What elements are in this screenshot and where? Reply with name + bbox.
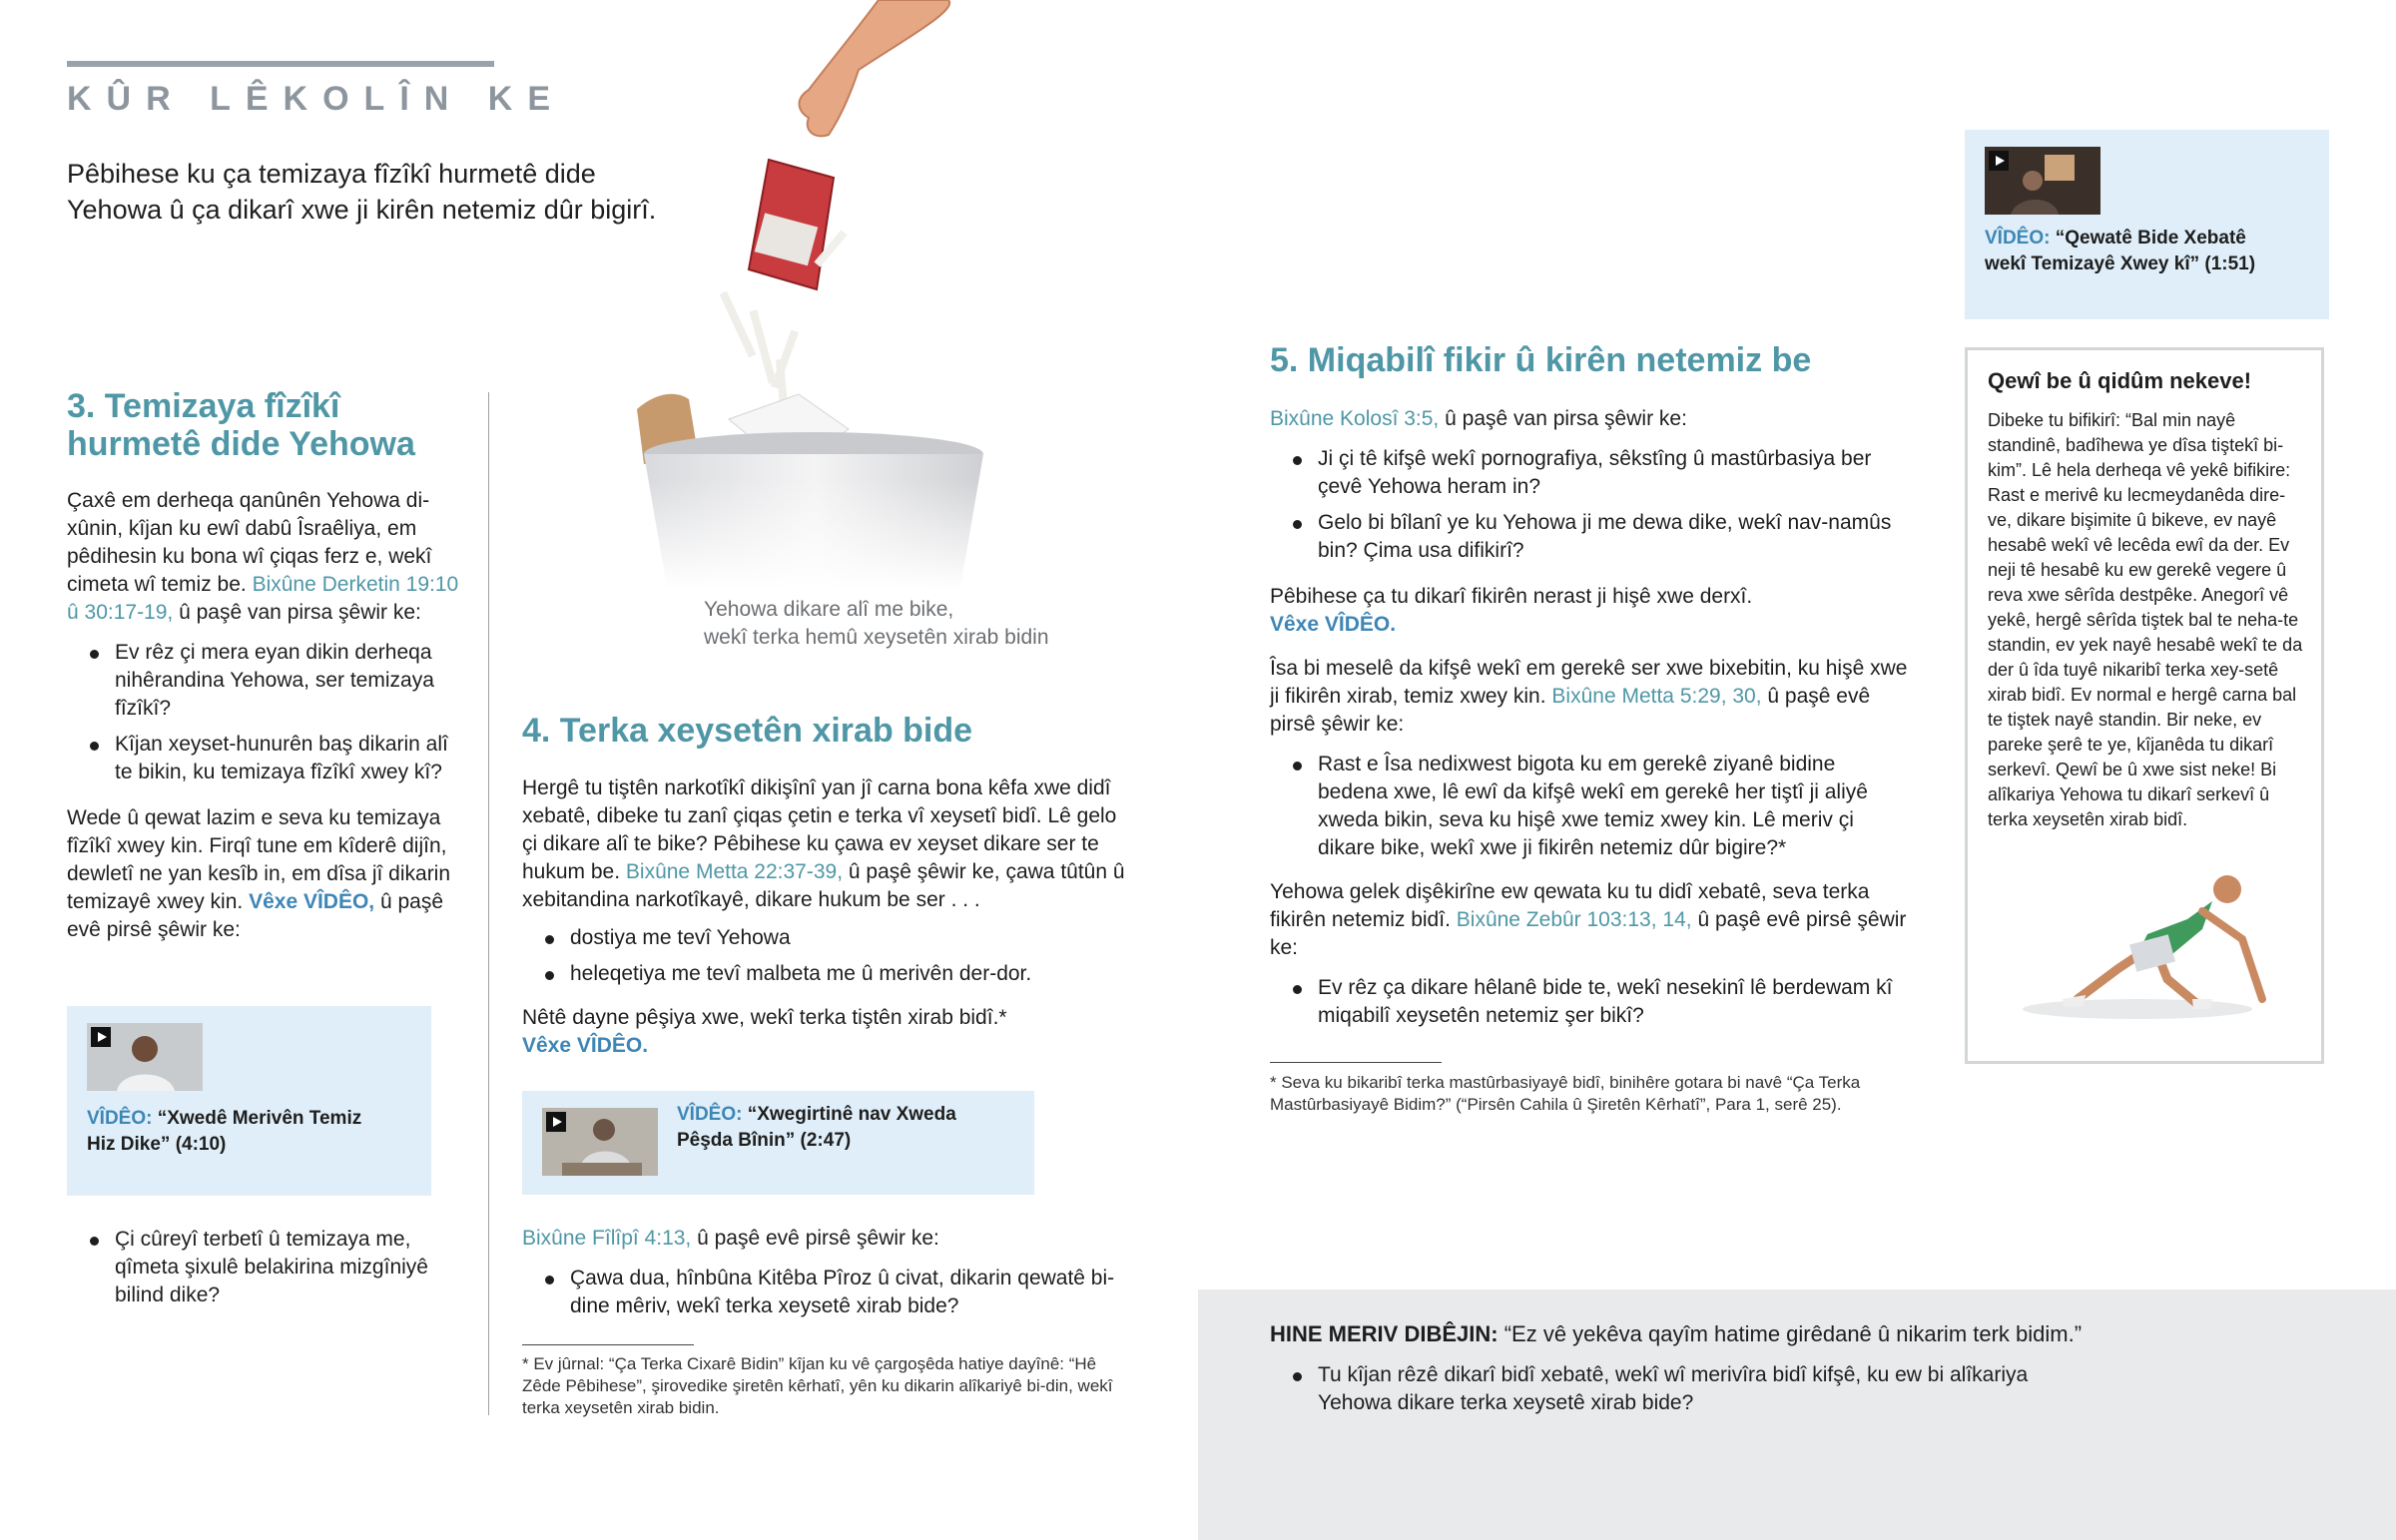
question-item: Çi cûreyî terbetî û temizaya me, qîmeta şixulê belakirina mizgîniyê bilind dike?: [67, 1226, 461, 1309]
people-say-label: HINE MERIV DIBÊJIN:: [1270, 1321, 1498, 1346]
question-item: Ji çi tê kifşê wekî pornografiya, sêkstîng û mastûrbasiya ber çevê Yehowa heram in?: [1270, 445, 1909, 501]
footnote-section-5: * Seva ku bikaribî terka mastûrbasiyayê bidî, binihêre gotara bi navê “Ça Terka Mastûrbasiyayê Bidim?” (“Pirsên Cahila û Şiretên Kêrhatî”, Para 1, serê 25).: [1270, 1073, 1861, 1114]
encouragement-title: Qewî be û qidûm nekeve!: [1988, 368, 2252, 393]
scripture-ref[interactable]: Bixûne Derketin 19:10 û 30:17-19,: [67, 573, 459, 624]
section-5-body: [1270, 405, 1909, 1038]
video-thumbnail[interactable]: [542, 1108, 658, 1176]
video-caption: VÎDÊO: “Qewatê Bide Xebatê wekî Temizayê Xwey kî” (1:51): [1985, 228, 2256, 274]
kicker-heading: KÛR LÊKOLÎN KE: [67, 80, 565, 118]
intro-line-2: Yehowa û ça dikarî xwe ji kirên netemiz dûr bigirî.: [67, 195, 657, 225]
people-say-quote: “Ez vê yekêva qayîm hatime girêdanê û nikarim terk bidim.”: [1503, 1321, 2083, 1346]
question-item: Gelo bi bîlanî ye ku Yehowa ji me dewa dike, wekî nav-namûs bin? Çima usa difikirî?: [1270, 509, 1909, 565]
section-5-paragraph-2: Pêbihese ça tu dikarî fikirên nerast ji hişê xwe derxî. Vêxe VÎDÊO.: [1270, 585, 1753, 636]
play-video-link[interactable]: Vêxe VÎDÊO.: [522, 1034, 649, 1057]
people-say-line: [1270, 1319, 2082, 1349]
footnote-section-4: * Ev jûrnal: “Ça Terka Cixarê Bidin” kîjan ku vê çargoşêda hatiye dayînê: “Hê Zêde Pêbihese”, şirovedike şiretên kêrhatî, yên ku dikarin alîkariyê bi-din, wekî terka xeysetên xirab bidin.: [522, 1354, 1113, 1417]
section-3-paragraph-1: Çaxê em derheqa qanûnên Yehowa di-xûnin, kîjan ku ewî dabû Îsraêliya, em pêdihesin ku bona wî çiqas ferz e, wekî cimeta wî temiz be. Bixûne Derketin 19:10 û 30:17-19, û paşê van pirsa şêwir ke:: [67, 489, 459, 624]
section-5-question-4: [1270, 974, 1909, 1030]
section-3-questions: [67, 639, 461, 786]
play-icon: [1989, 151, 2009, 171]
intro-line-1: Pêbihese ku ça temizaya fîzîkî hurmetê dide: [67, 159, 596, 189]
section-4-lower: [522, 1225, 1131, 1328]
video-thumbnail[interactable]: [1985, 147, 2100, 215]
section-5-question-3: [1270, 751, 1909, 862]
column-divider: [488, 392, 489, 1415]
bottom-question: [1270, 1361, 2089, 1425]
question-item: Ev rêz ça dikare hêlanê bide te, wekî nesekinî lê berdewam kî miqabilî xeysetên netemiz şer bikî?: [1270, 974, 1909, 1030]
question-item: Rast e Îsa nedixwest bigota ku em gerekê ziyanê bidine bedena xwe, lê ewî da kifşê wekî em gerekê her tiştî ji aliyê xweda bikin, seva ku hişê xwe temiz xwey kin. Lê meriv çi dikare bike, wekî xwe ji fikirên netemiz dûr bigire?*: [1270, 751, 1909, 862]
section-4-paragraph-1: Hergê tu tiştên narkotîkî dikişînî yan jî carna bona kêfa xwe didî xebatê, dibeke tu zanî çiqas çetin e terka vî xeysetî bidî. Lê gelo çi dikare alî te bike? Pêbihese ku çawa ev xeyset dikare ser te hukum be. Bixûne Metta 22:37-39, û paşê şêwir ke, çawa tûtûn û xebitandina narkotîkayê, dikare hukum be ser . . .: [522, 776, 1125, 911]
section-3-paragraph-2: Wede û qewat lazim e seva ku temizaya fîzîkî xwey kin. Firqî tune em kîderê dijîn, dewletî ne yan kesîb in, em dîsa jî dikarin temizayê xwey kin. Vêxe VÎDÊO, û paşê evê pirsê şêwir ke:: [67, 806, 451, 941]
scripture-ref[interactable]: Bixûne Zebûr 103:13, 14,: [1456, 908, 1692, 931]
section-5-paragraph-3: Îsa bi meselê da kifşê wekî em gerekê ser xwe bixebitin, ku hişê xwe ji fikirên xirab, temiz xwey kin. Bixûne Metta 5:29, 30, û paşê evê pirsê şêwir ke:: [1270, 657, 1908, 736]
runner-illustration: [1998, 859, 2287, 1029]
bullet-item: heleqetiya me tevî malbeta me û merivên der-dor.: [522, 960, 1131, 988]
encouragement-box: [1965, 347, 2324, 1064]
scripture-ref[interactable]: Bixûne Metta 22:37-39,: [625, 860, 844, 883]
section-3-title: 3. Temizaya fîzîkî hurmetê dide Yehowa: [67, 387, 415, 463]
bullet-item: dostiya me tevî Yehowa: [522, 924, 1131, 952]
question-item: Çawa dua, hînbûna Kitêba Pîroz û civat, dikarin qewatê bi-dine mêriv, wekî terka xeysetê xirab bide?: [522, 1265, 1131, 1320]
trash-illustration: [559, 0, 1118, 589]
scripture-ref[interactable]: Bixûne Fîlîpî 4:13,: [522, 1227, 692, 1250]
section-4-title: 4. Terka xeysetên xirab bide: [522, 712, 973, 750]
question-item: Ev rêz çi mera eyan dikin derheqa nihêrandina Yehowa, ser temizaya fîzîkî?: [67, 639, 461, 723]
video-thumbnail[interactable]: [87, 1023, 203, 1091]
footnote-rule: [1270, 1062, 1442, 1063]
question-item: Tu kîjan rêzê dikarî bidî xebatê, wekî wî merivîra bidî kifşê, ku ew bi alîkariya Yehowa dikare terka xeysetê xirab bide?: [1270, 1361, 2089, 1417]
image-caption: Yehowa dikare alî me bike, wekî terka hemû xeysetên xirab bidin: [704, 598, 1049, 649]
play-video-link[interactable]: Vêxe VÎDÊO,: [249, 890, 375, 913]
footnote-rule: [522, 1344, 694, 1345]
section-4-paragraph-2: Nêtê dayne pêşiya xwe, wekî terka tiştên xirab bidî.* Vêxe VÎDÊO.: [522, 1006, 1007, 1057]
section-4-paragraph-3: Bixûne Fîlîpî 4:13, û paşê evê pirsê şêwir ke:: [522, 1227, 939, 1250]
section-5-title: 5. Miqabilî fikir û kirên netemiz be: [1270, 341, 1812, 379]
scripture-ref[interactable]: Bixûne Metta 5:29, 30,: [1551, 685, 1762, 708]
video-card-3[interactable]: [1965, 130, 2329, 319]
section-3-question-3: [67, 1226, 461, 1317]
section-4-bullets: [522, 924, 1131, 988]
video-caption: VÎDÊO: “Xwegirtinê nav Xweda Pêşda Bînin” (2:47): [677, 1104, 956, 1151]
play-icon: [91, 1027, 111, 1047]
video-card-1[interactable]: [67, 1006, 431, 1196]
play-icon: [546, 1112, 566, 1132]
section-5-paragraph-1: Bixûne Kolosî 3:5, û paşê van pirsa şêwir ke:: [1270, 407, 1687, 430]
question-item: Kîjan xeyset-hunurên baş dikarin alî te bikin, ku temizaya fîzîkî xwey kî?: [67, 731, 461, 786]
section-4-body: [522, 774, 1131, 1060]
play-video-link[interactable]: Vêxe VÎDÊO.: [1270, 613, 1397, 636]
section-4-question: [522, 1265, 1131, 1320]
hand: [800, 0, 950, 136]
video-caption: VÎDÊO: “Xwedê Merivên Temiz Hiz Dike” (4:10): [87, 1108, 362, 1155]
scripture-ref[interactable]: Bixûne Kolosî 3:5,: [1270, 407, 1440, 430]
header-rule: [67, 61, 494, 67]
section-5-questions: [1270, 445, 1909, 565]
bottom-panel: [1198, 1289, 2396, 1540]
section-3-body: [67, 487, 461, 944]
video-card-2[interactable]: [522, 1091, 1034, 1195]
section-5-paragraph-4: Yehowa gelek dişêkirîne ew qewata ku tu didî xebatê, seva terka fikirên netemiz bidî. Bixûne Zebûr 103:13, 14, û paşê evê pirsê şêwir ke:: [1270, 880, 1907, 959]
encouragement-text: Dibeke tu bifikirî: “Bal min nayê standinê, badîhewa ye dîsa tiştekî bi-kim”. Lê hela derheqa vê yekê bifikire: Rast e merivê ku lecmeydanêda dire-ve, dikare bişimite û bikeve, ev nayê hesabê wekî vê lecêda ewî da der. Ev neji tê hesabê ku ew gerekê vegere û reva xwe sêrîda destpêke. Anegorî vê yekê, hergê sêrîda tiştek bal te neha-te standin, ev yek nayê hesabê wekî te da der û îda tuyê nikaribî terka xey-setê xirab bidî. Ev normal e hergê carna bal te tiştek nayê standin. Bir neke, ev pareke şerê te ye, kîjanêda tu dikarî serkevî. Qewî be û xwe sist neke! Bi alîkariya Yehowa tu dikarî serkevî û terka xeysetên xirab bidî.: [1988, 410, 2303, 829]
